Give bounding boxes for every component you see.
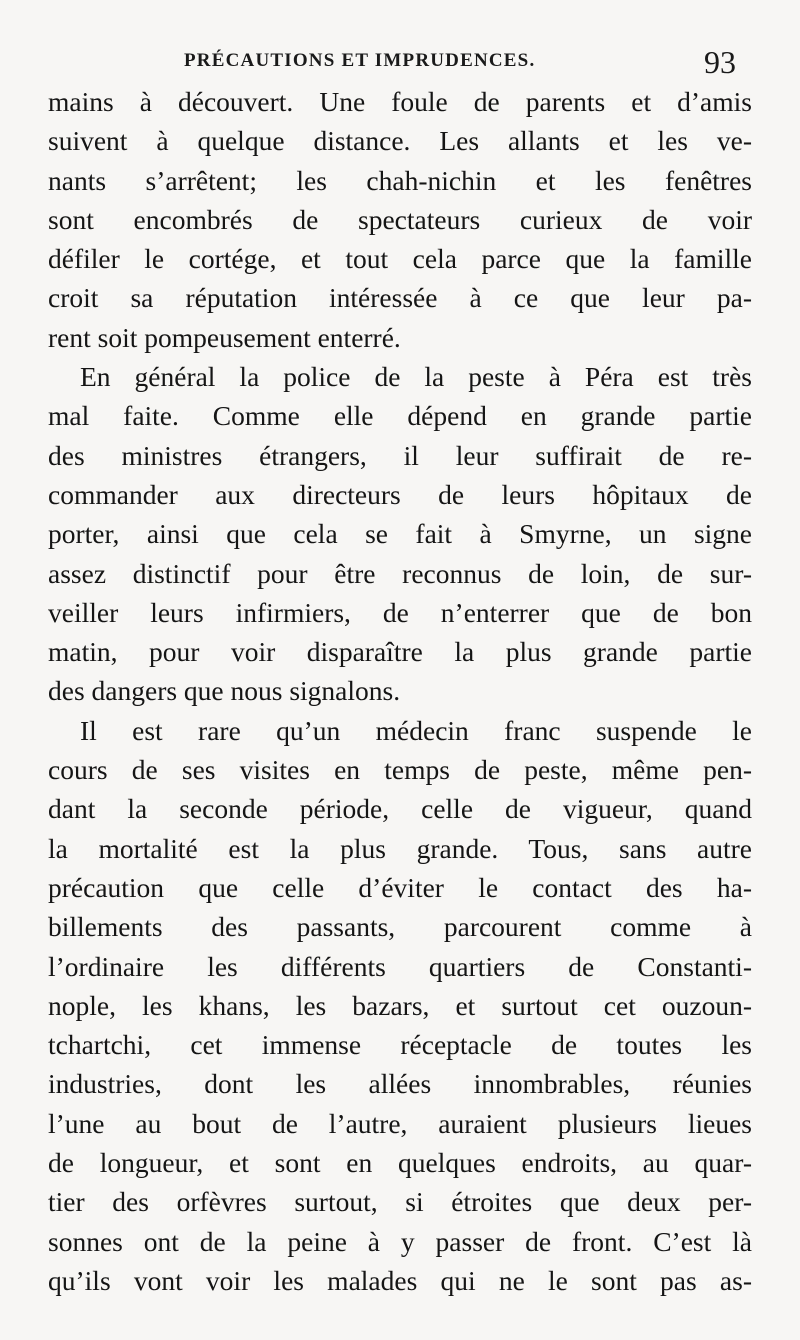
text-line: dant la seconde période, celle de vigueur, quand <box>48 793 752 825</box>
text-line: rent soit pompeusement enterré. <box>48 321 401 353</box>
text-line: cours de ses visites en temps de peste, même pen- <box>48 754 752 786</box>
text-line: qu’ils vont voir les malades qui ne le sont pas as- <box>48 1264 752 1296</box>
text-line: assez distinctif pour être reconnus de loin, de sur- <box>48 557 752 589</box>
text-line: croit sa réputation intéressée à ce que leur pa- <box>48 282 752 314</box>
text-line: l’une au bout de l’autre, auraient plusieurs lieues <box>48 1107 752 1139</box>
paragraph-start-line: En général la police de la peste à Péra est très <box>80 361 752 393</box>
text-line: précaution que celle d’éviter le contact des ha- <box>48 871 752 903</box>
text-line: veiller leurs infirmiers, de n’enterrer que de bon <box>48 596 752 628</box>
text-line: des ministres étrangers, il leur suffirait de re- <box>48 439 752 471</box>
text-line: porter, ainsi que cela se fait à Smyrne, un signe <box>48 518 752 550</box>
running-header <box>0 44 800 84</box>
text-line: commander aux directeurs de leurs hôpitaux de <box>48 478 752 510</box>
paragraph-start-line: Il est rare qu’un médecin franc suspende le <box>80 714 752 746</box>
text-line: nants s’arrêtent; les chah-nichin et les fenêtres <box>48 164 752 196</box>
body-text <box>48 82 752 1300</box>
text-line: mains à découvert. Une foule de parents et d’amis <box>48 86 752 117</box>
text-line: sonnes ont de la peine à y passer de front. C’est là <box>48 1225 752 1257</box>
text-line: défiler le cortége, et tout cela parce que la famille <box>48 243 752 275</box>
text-line: des dangers que nous signalons. <box>48 675 401 707</box>
text-line: la mortalité est la plus grande. Tous, sans autre <box>48 832 752 864</box>
text-line: de longueur, et sont en quelques endroits, au quar- <box>48 1147 752 1179</box>
text-line: sont encombrés de spectateurs curieux de voir <box>48 203 752 235</box>
text-line: nople, les khans, les bazars, et surtout cet ouzoun- <box>48 989 752 1021</box>
text-line: industries, dont les allées innombrables, réunies <box>48 1068 752 1100</box>
text-line: matin, pour voir disparaître la plus grande partie <box>48 636 752 668</box>
text-line: l’ordinaire les différents quartiers de Constanti- <box>48 950 752 982</box>
text-line: tier des orfèvres surtout, si étroites que deux per- <box>48 1186 752 1218</box>
text-line: suivent à quelque distance. Les allants et les ve- <box>48 125 752 157</box>
text-line: mal faite. Comme elle dépend en grande partie <box>48 400 752 432</box>
running-title: PRÉCAUTIONS ET IMPRUDENCES. <box>184 50 536 71</box>
text-line: tchartchi, cet immense réceptacle de toutes les <box>48 1029 752 1061</box>
page-number: 93 <box>704 44 736 80</box>
text-line: billements des passants, parcourent comme à <box>48 911 752 943</box>
